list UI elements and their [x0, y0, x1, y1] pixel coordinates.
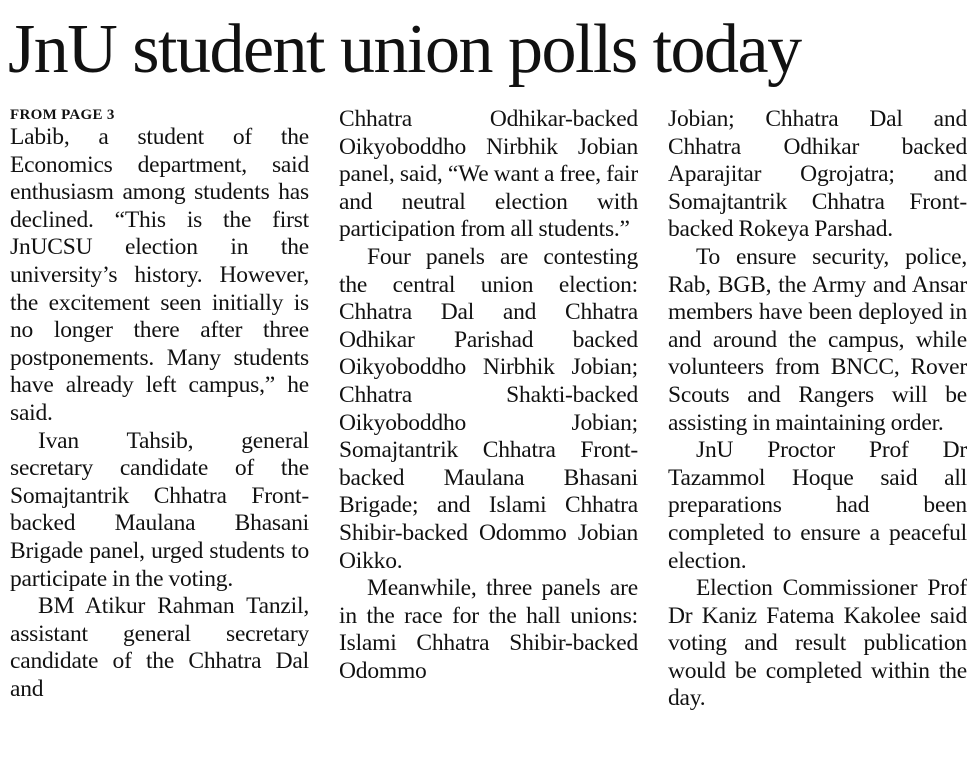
paragraph: Labib, a student of the Economics department, said enthusiasm among students has declined. “This is the first JnUCSU election in the university’s history. However, the excitement seen initially is no longer there after three postponements. Many students have already left campus,” he said.: [10, 124, 309, 426]
paragraph: Jobian; Chhatra Dal and Chhatra Odhikar backed Aparajitar Ogrojatra; and Somajtantrik Chhatra Front-backed Rokeya Parshad.: [668, 106, 967, 243]
column-1: [10, 106, 309, 756]
article-body: [10, 106, 968, 756]
paragraph: To ensure security, police, Rab, BGB, the Army and Ansar members have been deployed in and around the campus, while volunteers from BNCC, Rover Scouts and Rangers will be assisting in maintaining order.: [668, 243, 967, 436]
paragraph: Meanwhile, three panels are in the race for the hall unions: Islami Chhatra Shibir-backed Odommo: [339, 575, 638, 684]
paragraph: Chhatra Odhikar-backed Oikyoboddho Nirbhik Jobian panel, said, “We want a free, fair and neutral election with participation from all students.”: [339, 106, 638, 243]
paragraph: Election Commissioner Prof Dr Kaniz Fatema Kakolee said voting and result publication would be completed within the day.: [668, 575, 967, 712]
paragraph: BM Atikur Rahman Tanzil, assistant general secretary candidate of the Chhatra Dal and: [10, 593, 309, 702]
paragraph: Four panels are contesting the central union election: Chhatra Dal and Chhatra Odhikar Parishad backed Oikyoboddho Nirbhik Jobian; Chhatra Shakti-backed Oikyoboddho Jobian; Somajtantrik Chhatra Front-backed Maulana Bhasani Brigade; and Islami Chhatra Shibir-backed Odommo Jobian Oikko.: [339, 243, 638, 574]
continued-from-label: FROM PAGE 3: [10, 107, 115, 123]
paragraph: JnU Proctor Prof Dr Tazammol Hoque said all preparations had been completed to ensure a peaceful election.: [668, 437, 967, 574]
column-2: [339, 106, 638, 756]
column-3: [668, 106, 967, 756]
headline: JnU student union polls today: [8, 11, 801, 88]
paragraph: Ivan Tahsib, general secretary candidate of the Somajtantrik Chhatra Front-backed Maulana Bhasani Brigade panel, urged students to participate in the voting.: [10, 427, 309, 592]
